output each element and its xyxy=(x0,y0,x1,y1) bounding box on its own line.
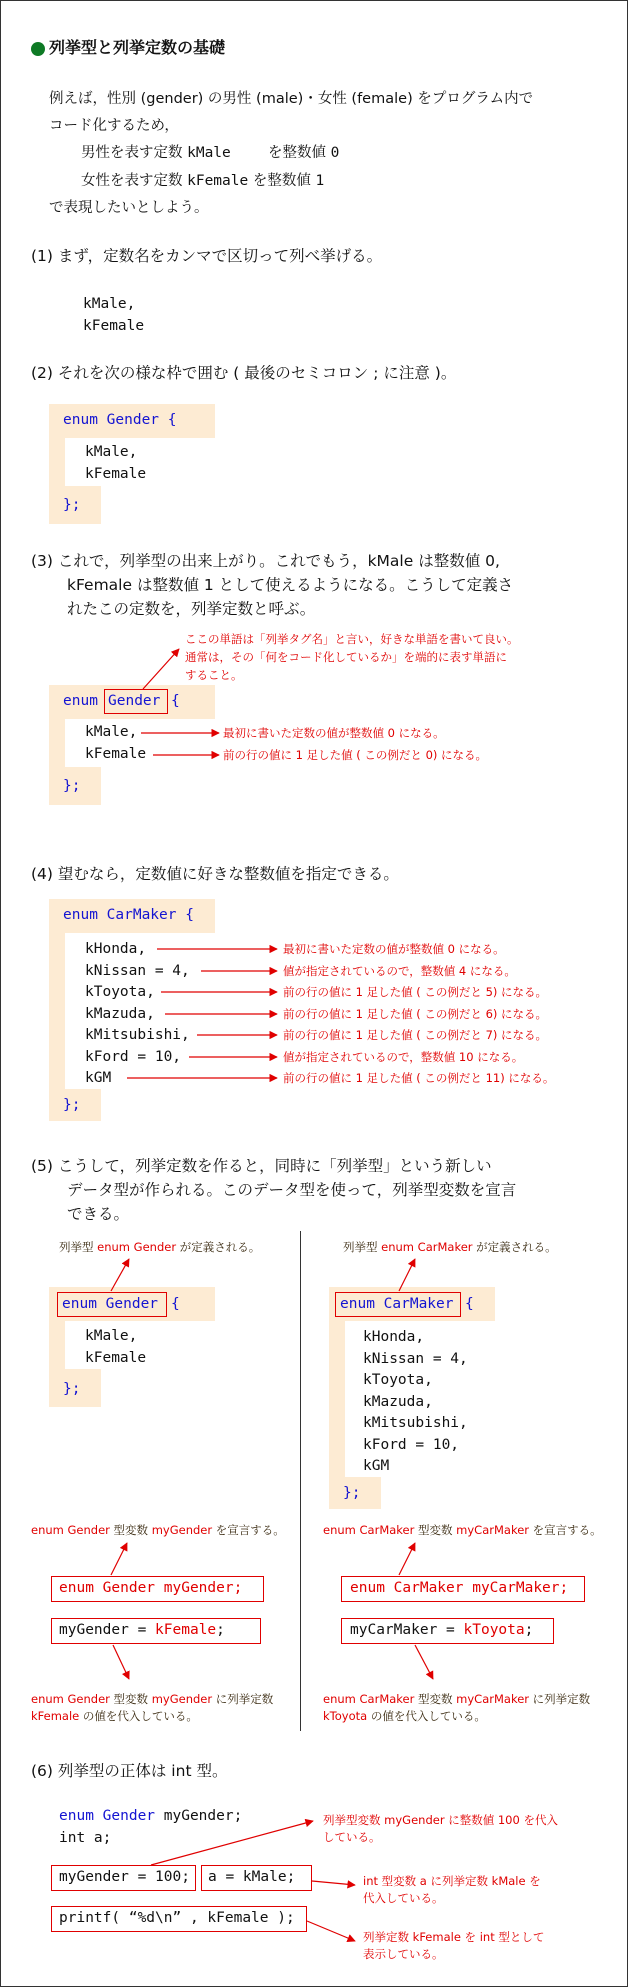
step4-code-close: }; xyxy=(63,1097,81,1113)
step3-code-line: kMale, xyxy=(85,724,138,740)
left-defined-note xyxy=(59,1239,260,1256)
right-defined-type: enum CarMaker xyxy=(381,1240,473,1254)
step4-heading: (4) 望むなら，定数値に好きな整数値を指定できる。 xyxy=(31,865,399,883)
right-assign-end: ; xyxy=(524,1622,534,1638)
step2-code-bg-side xyxy=(49,438,65,486)
step4-code-line: kToyota, xyxy=(85,984,155,1000)
step4-code-line: kNissan = 4, xyxy=(85,963,190,979)
intro-female-label: 女性を表す定数 xyxy=(81,173,183,189)
step4-note: 前の行の値に 1 足した値 ( この例だと 7) になる。 xyxy=(283,1028,548,1042)
step6-note2-line-2: 代入している。 xyxy=(363,1891,444,1905)
right-declare-code xyxy=(350,1578,568,1600)
left-declare-code-text: enum Gender myGender; xyxy=(59,1580,243,1596)
step2-code-line: kMale, xyxy=(85,444,138,460)
step6-code-line-2: int a; xyxy=(59,1830,112,1846)
right-declare-mid: 型変数 xyxy=(418,1523,453,1537)
step3-note: 最初に書いた定数の値が整数値 0 になる。 xyxy=(223,726,445,740)
step6-note3-line-1: 列挙定数 kFemale を int 型として xyxy=(363,1930,545,1944)
left-declare-var: myGender xyxy=(151,1523,213,1537)
intro-male-line xyxy=(81,143,339,163)
right-assign-note-type: enum CarMaker xyxy=(323,1692,415,1706)
intro-line-1: 例えば，性別 (gender) の男性 (male)・女性 (female) をプログラム内で xyxy=(49,91,534,107)
step4-note: 値が指定されているので，整数値 4 になる。 xyxy=(283,964,516,978)
left-assign-note-mid: 型変数 xyxy=(113,1692,149,1706)
right-assign-note-mid: 型変数 xyxy=(418,1692,453,1706)
right-assign-var: myCarMaker = xyxy=(350,1622,455,1638)
step6-code-line-1 xyxy=(59,1806,242,1828)
right-assign-note-var: myCarMaker xyxy=(456,1692,529,1706)
right-code-line: kFord = 10, xyxy=(363,1437,460,1453)
right-declare-type: enum CarMaker xyxy=(323,1523,415,1537)
right-code-bg-side xyxy=(329,1321,345,1477)
arrow-left-declare xyxy=(111,1543,127,1575)
intro-male-value: を整数値 xyxy=(267,145,326,161)
intro-female-value: を整数値 xyxy=(252,173,311,189)
intro-female-const: kFemale xyxy=(187,173,249,189)
step4-code-line: kGM xyxy=(85,1070,112,1086)
right-assign-const: kToyota xyxy=(463,1622,525,1638)
left-declare-type: enum Gender xyxy=(31,1523,110,1537)
step2-code-close: }; xyxy=(63,497,81,513)
arrow-tag-note xyxy=(143,649,179,689)
left-code-open: enum Gender xyxy=(62,1296,159,1312)
left-assign-note-line-2 xyxy=(31,1708,198,1725)
right-code-line: kGM xyxy=(363,1458,390,1474)
column-divider xyxy=(300,1231,301,1731)
step2-heading: (2) それを次の様な枠で囲む ( 最後のセミコロン ; に注意 )。 xyxy=(31,364,457,382)
step4-note: 最初に書いた定数の値が整数値 0 になる。 xyxy=(283,942,505,956)
intro-female-num: 1 xyxy=(315,173,325,189)
left-assign-note-post2: の値を代入している。 xyxy=(82,1709,198,1723)
intro-female-line xyxy=(81,171,324,191)
step3-note: 前の行の値に 1 足した値 ( この例だと 0) になる。 xyxy=(223,748,488,762)
step4-note: 前の行の値に 1 足した値 ( この例だと 5) になる。 xyxy=(283,985,548,999)
right-declare-var: myCarMaker xyxy=(456,1523,529,1537)
right-code-line: kToyota, xyxy=(363,1372,433,1388)
step4-code-line: kHonda, xyxy=(85,941,147,957)
step4-note: 前の行の値に 1 足した値 ( この例だと 11) になる。 xyxy=(283,1071,555,1085)
left-assign-end: ; xyxy=(216,1622,225,1638)
step6-printf-code: printf( “%d\n” , kFemale ); xyxy=(59,1910,295,1926)
left-declare-post: を宣言する。 xyxy=(215,1523,285,1537)
step3-code-enum: enum xyxy=(63,693,98,709)
page-title: 列挙型と列挙定数の基礎 xyxy=(49,38,226,57)
right-declare-note xyxy=(323,1522,602,1539)
step1-heading: (1) まず，定数名をカンマで区切って列べ挙げる。 xyxy=(31,247,383,265)
step3-heading-line-3: れたこの定数を，列挙定数と呼ぶ。 xyxy=(67,600,316,618)
right-assign-code xyxy=(350,1620,533,1642)
left-defined-post: が定義される。 xyxy=(179,1240,261,1254)
right-code-line: kHonda, xyxy=(363,1329,425,1345)
step6-code-var: myGender; xyxy=(163,1808,243,1824)
left-code-brace: { xyxy=(171,1296,180,1312)
step4-note: 値が指定されているので，整数値 10 になる。 xyxy=(283,1050,524,1064)
title-bullet-icon xyxy=(31,42,45,56)
step3-code-bg-side xyxy=(49,719,65,767)
right-assign-note-post: に列挙定数 xyxy=(532,1692,591,1706)
left-declare-mid: 型変数 xyxy=(113,1523,149,1537)
intro-male-label: 男性を表す定数 xyxy=(81,145,183,161)
arrow-right-assign xyxy=(415,1645,433,1679)
step6-note1-line-1: 列挙型変数 myGender に整数値 100 を代入 xyxy=(323,1813,558,1827)
left-code-bg-side xyxy=(49,1321,65,1369)
step3-code-brace: { xyxy=(171,693,180,709)
left-assign-note-line-1 xyxy=(31,1691,273,1708)
step4-note: 前の行の値に 1 足した値 ( この例だと 6) になる。 xyxy=(283,1007,548,1021)
intro-line-2: コード化するため， xyxy=(49,118,179,134)
step5-heading-line-3: できる。 xyxy=(67,1205,130,1223)
right-assign-note-const: kToyota xyxy=(323,1709,368,1723)
arrow-step6-2 xyxy=(312,1881,355,1885)
intro-male-const: kMale xyxy=(187,145,231,161)
right-defined-post: が定義される。 xyxy=(476,1240,557,1254)
right-declare-post: を宣言する。 xyxy=(532,1523,602,1537)
right-code-close: }; xyxy=(343,1485,361,1501)
step4-code-line: kMitsubishi, xyxy=(85,1027,190,1043)
left-assign-note-const: kFemale xyxy=(31,1709,80,1723)
step4-code-line: kFord = 10, xyxy=(85,1049,182,1065)
step2-code-line: kFemale xyxy=(85,466,147,482)
step3-heading-line-1: (3) これで，列挙型の出来上がり。これでもう，kMale は整数値 0, xyxy=(31,552,500,570)
step3-tag-note-line-2: 通常は，その「何をコード化しているか」を端的に表す単語に xyxy=(185,650,507,664)
step4-code-bg-side xyxy=(49,933,65,1089)
right-defined-note xyxy=(343,1239,557,1256)
right-assign-note-line-1 xyxy=(323,1691,590,1708)
right-code-line: kMazuda, xyxy=(363,1394,433,1410)
step3-code-close: }; xyxy=(63,778,81,794)
right-assign-note-line-2 xyxy=(323,1708,486,1725)
arrow-right-declare xyxy=(399,1543,415,1575)
right-assign-note-post2: の値を代入している。 xyxy=(370,1709,486,1723)
step3-tag-note-line-1: ここの単語は「列挙タグ名」と言い，好きな単語を書いて良い。 xyxy=(185,632,519,646)
step4-code-open: enum CarMaker { xyxy=(63,907,194,923)
right-declare-code-text: enum CarMaker myCarMaker; xyxy=(350,1580,569,1596)
intro-male-num: 0 xyxy=(330,145,340,161)
left-assign-note-post: に列挙定数 xyxy=(215,1692,274,1706)
left-code-line: kMale, xyxy=(85,1328,138,1344)
right-code-open: enum CarMaker xyxy=(340,1296,454,1312)
arrow-step6-3 xyxy=(307,1921,355,1941)
step5-heading-line-1: (5) こうして，列挙定数を作ると，同時に「列挙型」という新しい xyxy=(31,1157,492,1175)
step2-code-open: enum Gender { xyxy=(63,412,177,428)
left-declare-note xyxy=(31,1522,285,1539)
step6-code-enum: enum Gender xyxy=(59,1808,156,1824)
step1-code-line: kFemale xyxy=(83,318,145,334)
step3-heading-line-2: kFemale は整数値 1 として使えるようになる。こうして定義さ xyxy=(67,576,514,594)
step6-assign1-code: myGender = 100; xyxy=(59,1869,190,1885)
left-defined-type: enum Gender xyxy=(97,1240,177,1254)
step6-note3-line-2: 表示している。 xyxy=(363,1947,444,1961)
step6-note1-line-2: している。 xyxy=(323,1830,381,1844)
left-code-close: }; xyxy=(63,1381,81,1397)
step3-code-tag: Gender xyxy=(108,693,161,709)
right-code-line: kMitsubishi, xyxy=(363,1415,468,1431)
left-code-line: kFemale xyxy=(85,1350,147,1366)
arrow-step6-1 xyxy=(151,1821,313,1865)
left-defined-pre: 列挙型 xyxy=(59,1240,94,1254)
step6-note2-line-1: int 型変数 a に列挙定数 kMale を xyxy=(363,1874,541,1888)
right-code-line: kNissan = 4, xyxy=(363,1351,468,1367)
step6-assign2-code: a = kMale; xyxy=(208,1869,296,1885)
left-assign-const: kFemale xyxy=(155,1622,217,1638)
step5-heading-line-2: データ型が作られる。このデータ型を使って，列挙型変数を宣言 xyxy=(67,1181,517,1199)
step3-tag-note-line-3: すること。 xyxy=(185,668,243,682)
step6-heading: (6) 列挙型の正体は int 型。 xyxy=(31,1762,228,1780)
arrow-left-assign xyxy=(113,1645,129,1679)
right-defined-pre: 列挙型 xyxy=(343,1240,378,1254)
right-code-brace: { xyxy=(465,1296,474,1312)
left-assign-note-type: enum Gender xyxy=(31,1692,110,1706)
step1-code-line: kMale, xyxy=(83,296,136,312)
step4-code-line: kMazuda, xyxy=(85,1006,155,1022)
step3-code-line: kFemale xyxy=(85,746,147,762)
left-declare-code xyxy=(59,1578,242,1600)
left-assign-code xyxy=(59,1620,225,1642)
intro-line-5: で表現したいとしよう。 xyxy=(49,200,209,216)
left-assign-var: myGender = xyxy=(59,1622,147,1638)
left-assign-note-var: myGender xyxy=(151,1692,213,1706)
